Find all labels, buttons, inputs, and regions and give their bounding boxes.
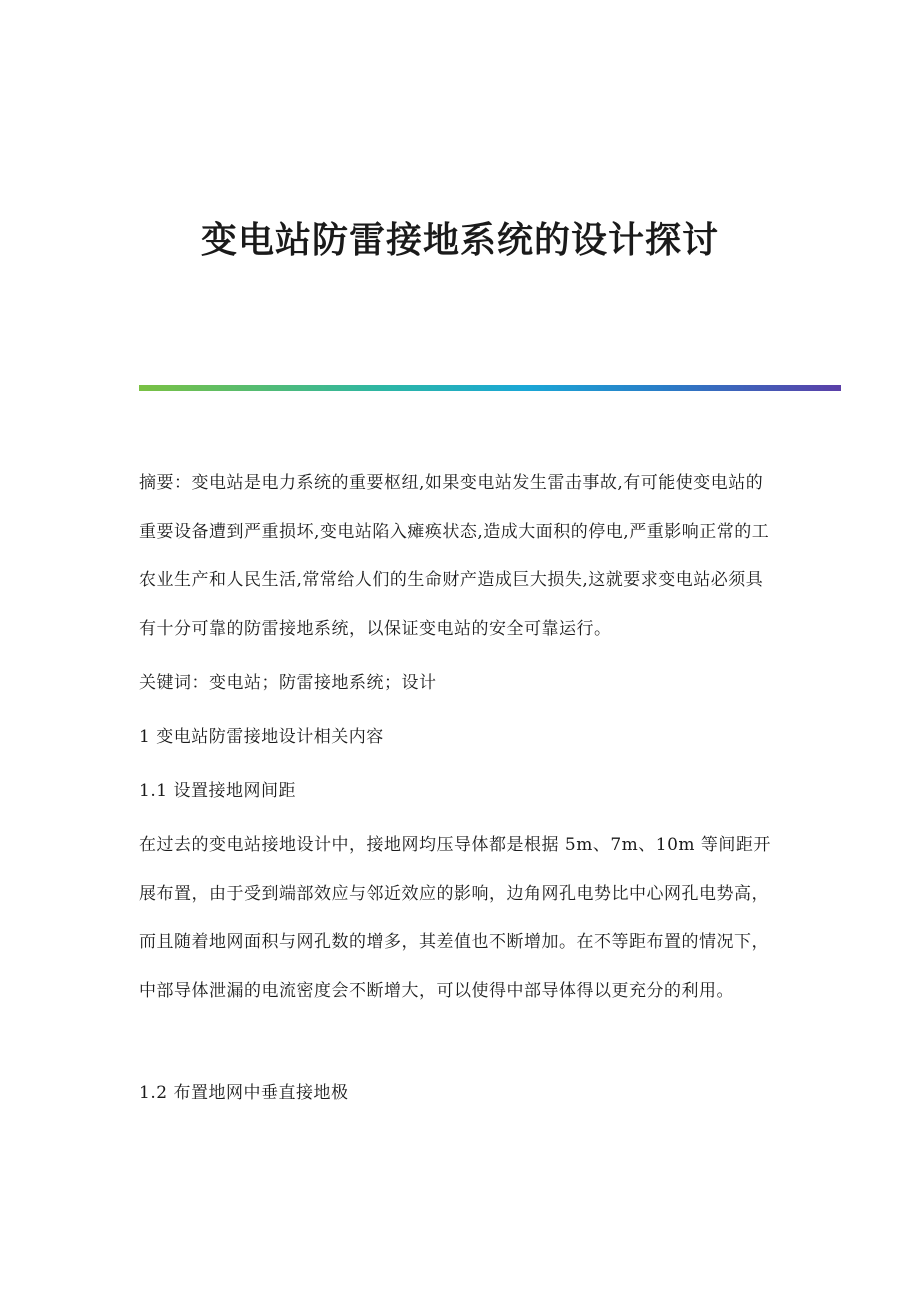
section-1-1-heading: 1.1 设置接地网间距 bbox=[139, 781, 296, 801]
section-1-heading: 1 变电站防雷接地设计相关内容 bbox=[139, 727, 384, 747]
gradient-divider bbox=[139, 385, 841, 391]
keywords-line: 关键词：变电站；防雷接地系统；设计 bbox=[139, 673, 437, 693]
abstract-paragraph: 摘要：变电站是电力系统的重要枢纽,如果变电站发生雷击事故,有可能使变电站的重要设备遭到严重损坏,变电站陷入瘫痪状态,造成大面积的停电,严重影响正常的工农业生产和人民生活,常常给人们的生命财产造成巨大损失,这就要求变电站必须具有十分可靠的防雷接地系统，以保证变电站的安全可靠运行。 bbox=[139, 473, 770, 639]
section-1-1-body: 在过去的变电站接地设计中，接地网均压导体都是根据 5m、7m、10m 等间距开展布置，由于受到端部效应与邻近效应的影响，边角网孔电势比中心网孔电势高，而且随着地网面积与网孔数的增多，其差值也不断增加。在不等距布置的情况下，中部导体泄漏的电流密度会不断增大，可以使得中部导体得以更充分的利用。 bbox=[139, 835, 771, 1001]
document-title: 变电站防雷接地系统的设计探讨 bbox=[200, 219, 719, 261]
section-1-2-heading: 1.2 布置地网中垂直接地极 bbox=[139, 1083, 349, 1103]
